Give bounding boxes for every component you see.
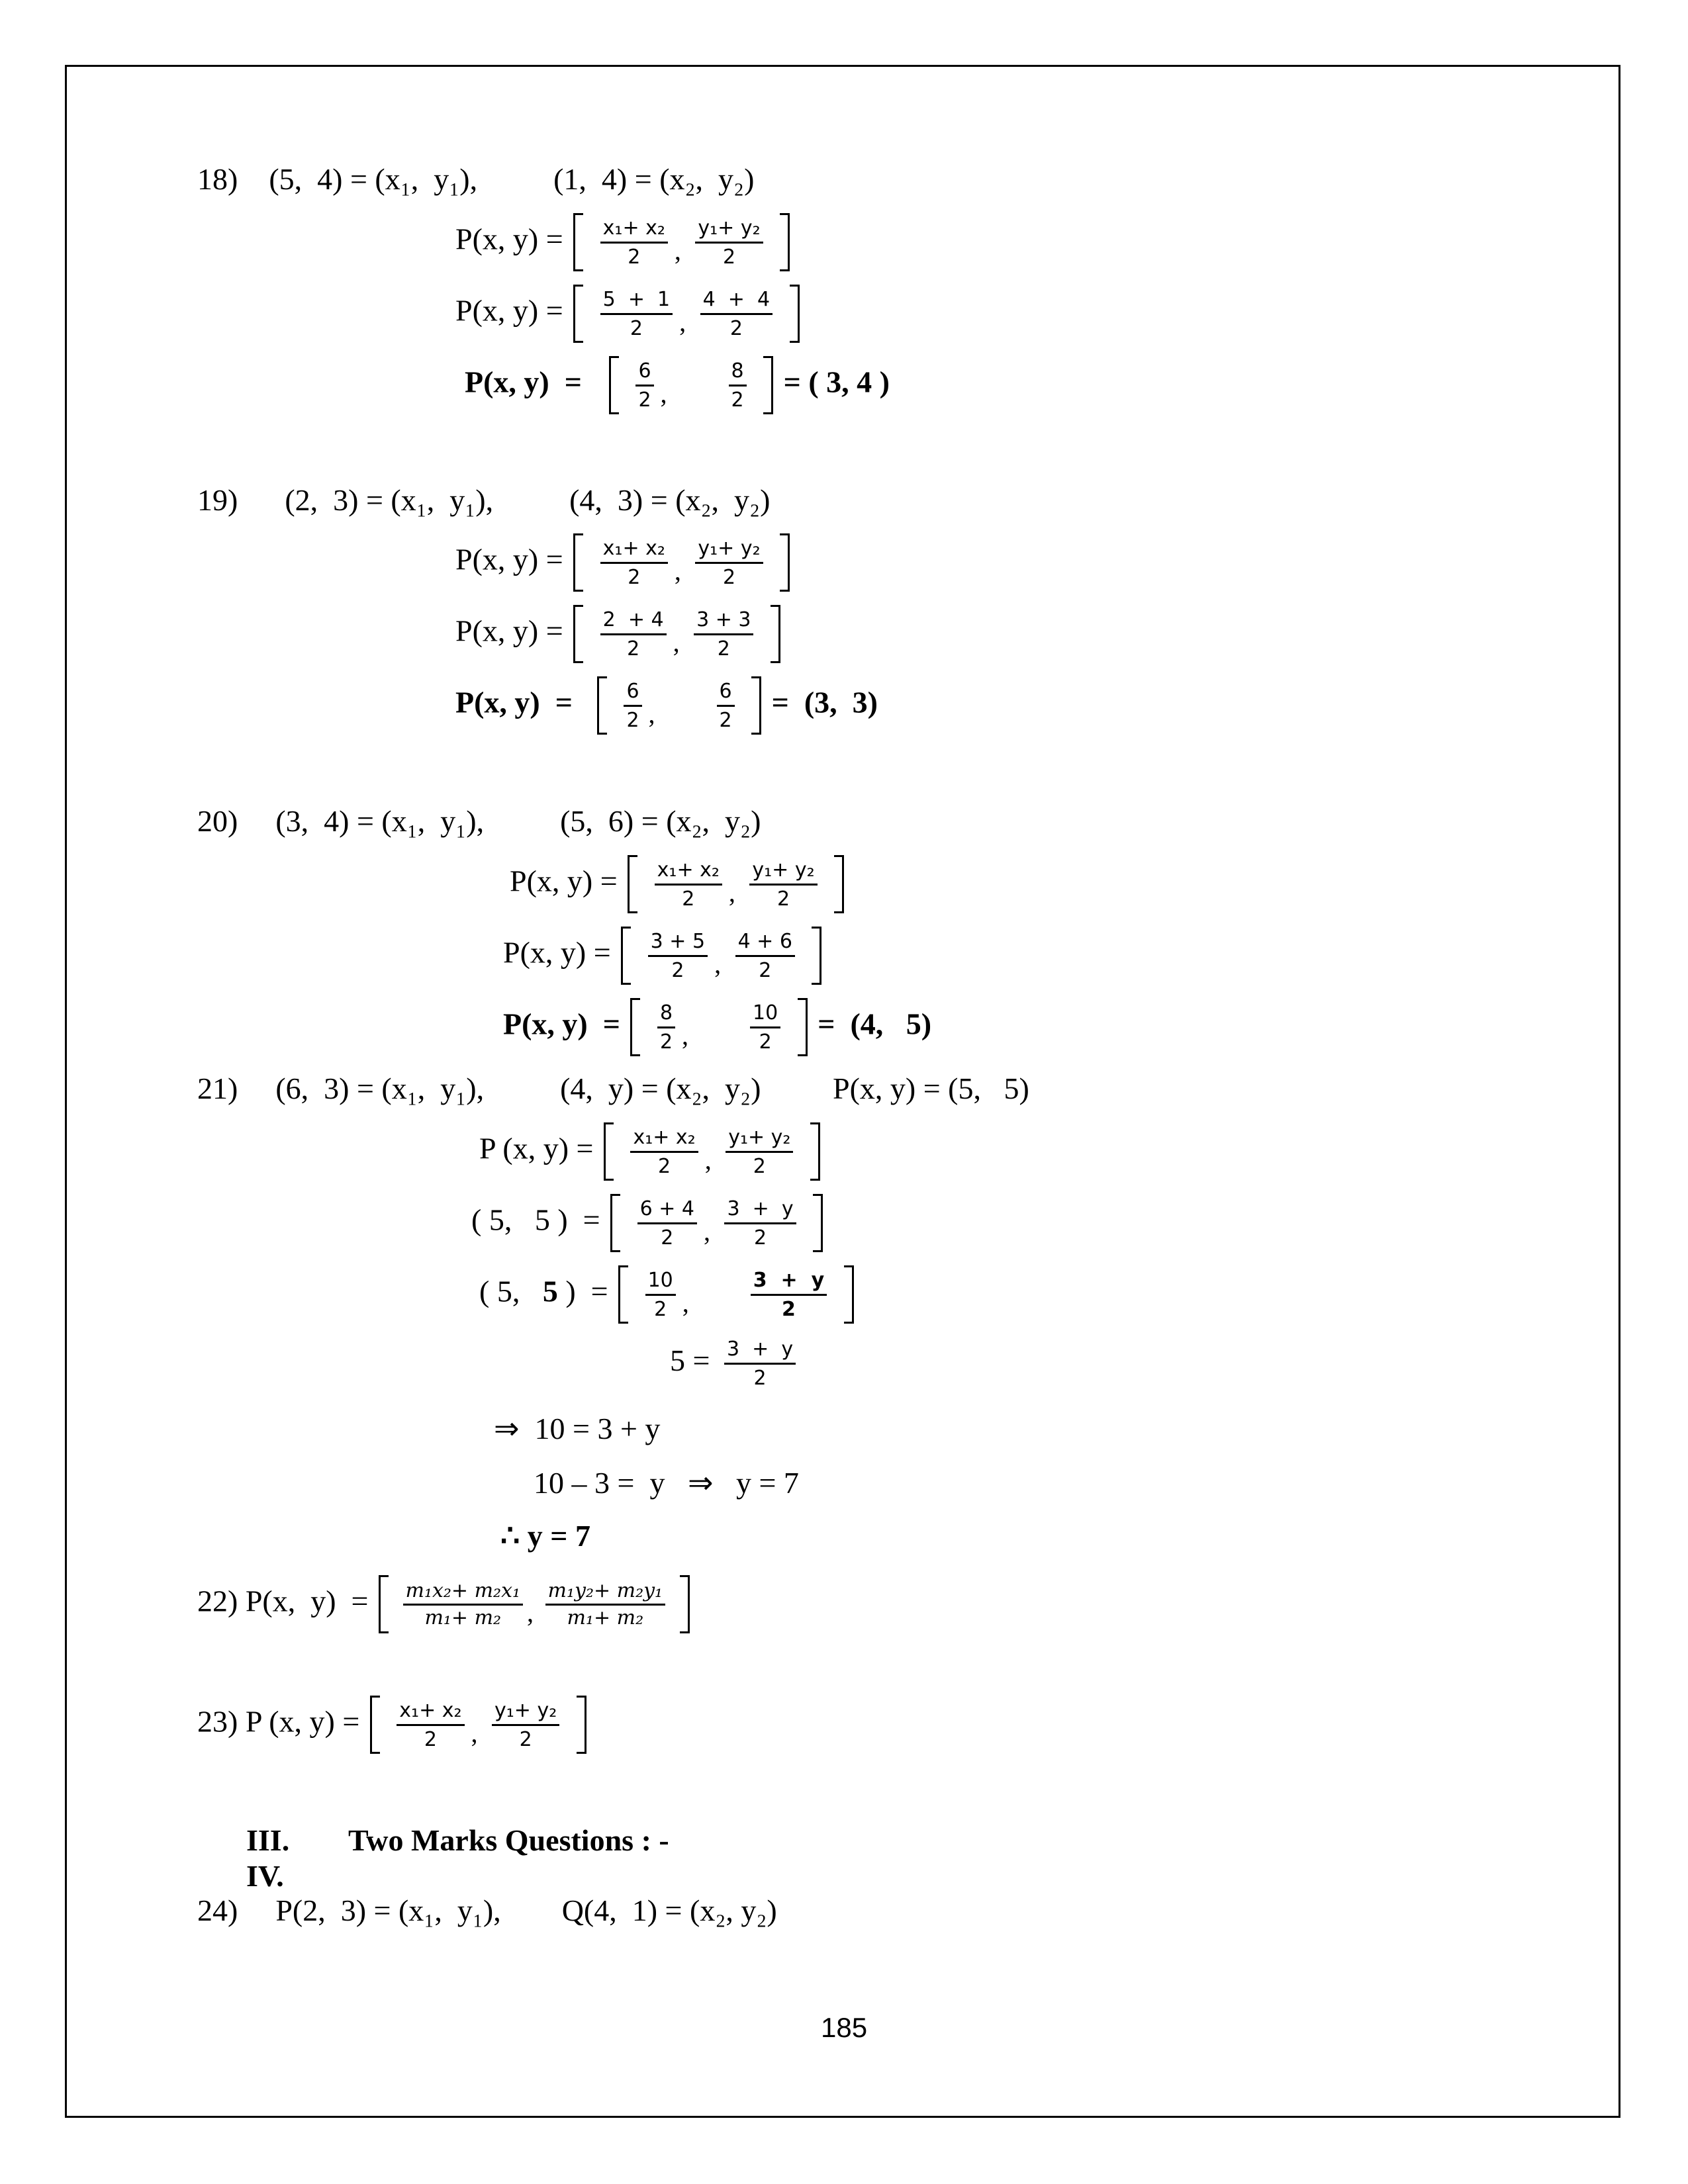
given-points: (5, 4) = (x₁, y₁), (1, 4) = (x₂, y₂): [269, 162, 755, 196]
question-number: 20): [197, 804, 238, 838]
fraction-y: $\frac{4 + 4}{2}$: [698, 289, 775, 340]
fraction-y: $\frac{\text{y₁+ y₂}}{2}$: [489, 1700, 562, 1751]
fraction-y: $\frac{3 + y}{2}$: [722, 1198, 798, 1249]
right-bracket: [577, 1696, 586, 1754]
result: = ( 3, 4 ): [783, 365, 890, 399]
left-bracket: [610, 1194, 620, 1252]
lhs: P(x, y) =: [455, 542, 563, 576]
section-roman-iii: III.: [246, 1823, 290, 1857]
q24-given-line: [197, 1895, 777, 1926]
lhs: P (x, y) =: [479, 1131, 594, 1165]
lhs: P(x, y) =: [245, 1584, 369, 1618]
question-number: 19): [197, 483, 238, 517]
fraction-x: $\frac{\text{x₁+ x₂}}{2}$: [652, 859, 725, 910]
fraction-y: $\frac{\text{y₁+ y₂}}{2}$: [723, 1126, 796, 1177]
q21-step1: ⇒ 10 = 3 + y: [494, 1412, 661, 1445]
result: = (4, 5): [818, 1007, 932, 1041]
lhs: P (x, y) =: [245, 1704, 360, 1739]
given-points: (3, 4) = (x₁, y₁), (5, 6) = (x₂, y₂): [275, 804, 761, 838]
right-bracket: [844, 1265, 854, 1324]
q18-given-line: [197, 164, 754, 195]
right-bracket: [771, 605, 780, 663]
right-bracket: [812, 927, 821, 985]
fraction-x: $\frac{\text{x₁+ x₂}}{2}$: [598, 537, 671, 588]
lhs: P(x, y) =: [465, 365, 582, 399]
fraction-x: $\frac{6}{2}$: [621, 680, 644, 731]
left-bracket: [573, 605, 583, 663]
section-title: Two Marks Questions : -: [348, 1823, 669, 1857]
q21-given-line: [197, 1073, 761, 1104]
lhs: P(x, y) =: [455, 293, 563, 328]
q19-given-line: [197, 485, 770, 516]
fraction-y: $\frac{\text{y₁+ y₂}}{2}$: [692, 217, 765, 268]
left-bracket: [628, 855, 637, 913]
right-bracket: [810, 1122, 820, 1181]
q19-substitution-line: P(x, y) = $\frac{2 + 4}{2}$ , $\frac{3 + 3}{2}$: [455, 605, 783, 663]
q21-formula-line: P (x, y) = $\frac{\text{x₁+ x₂}}{2}$ , $\frac{\text{y₁+ y₂}}{2}$: [479, 1122, 823, 1181]
question-number: 23): [197, 1704, 238, 1739]
right-bracket: [751, 676, 761, 735]
q19-result-line: P(x, y) = $\frac{6}{2}$ , $\frac{6}{2}$ = (3, 3): [455, 676, 878, 735]
result: = (3, 3): [771, 685, 878, 719]
left-bracket: [604, 1122, 614, 1181]
left-bracket: [573, 213, 583, 271]
right-bracket: [680, 1575, 690, 1633]
right-bracket: [780, 533, 790, 592]
left-bracket: [573, 533, 583, 592]
lhs: P(x, y) =: [455, 685, 573, 719]
lhs: 5 =: [670, 1343, 710, 1378]
fraction-x: $\frac{2 + 4}{2}$: [598, 609, 669, 660]
left-bracket: [597, 676, 607, 735]
question-number: 22): [197, 1584, 238, 1618]
q19-formula-line: P(x, y) = $\frac{\text{x₁+ x₂}}{2}$ , $\frac{\text{y₁+ y₂}}{2}$: [455, 533, 792, 592]
q18-formula-line: P(x, y) = $\frac{\text{x₁+ x₂}}{2}$ , $\frac{\text{y₁+ y₂}}{2}$: [455, 213, 792, 271]
fraction-x: $\frac{\text{x₁+ x₂}}{2}$: [628, 1126, 700, 1177]
section-roman-iv: IV.: [246, 1859, 284, 1893]
question-number: 18): [197, 162, 238, 196]
lhs: P(x, y) =: [503, 1007, 620, 1041]
q20-substitution-line: P(x, y) = $\frac{3 + 5}{2}$ , $\frac{4 + 6}{2}$: [503, 927, 824, 985]
right-bracket: [834, 855, 844, 913]
right-bracket: [790, 285, 800, 343]
lhs: P(x, y) =: [503, 935, 611, 970]
q21-given-midpoint: P(x, y) = (5, 5): [833, 1071, 1029, 1105]
fraction-x: $\frac{6 + 4}{2}$: [635, 1198, 700, 1249]
fraction-y: $\frac{\text{m₁y₂+ m₂y₁}}{\text{m₁+ m₂}}$: [545, 1581, 666, 1628]
q21-equation-line: [670, 1338, 802, 1389]
left-bracket: [370, 1696, 380, 1754]
q21-simplify-line: ( 5, 5 ) = $\frac{10}{2}$ , $\frac{3 + y}{2}$: [479, 1265, 857, 1324]
fraction-y: $\frac{3 + 3}{2}$: [691, 609, 756, 660]
left-bracket: [609, 356, 619, 414]
fraction-x: $\frac{3 + 5}{2}$: [645, 931, 710, 981]
given-points: (2, 3) = (x₁, y₁), (4, 3) = (x₂, y₂): [285, 483, 771, 517]
fraction-x: $\frac{10}{2}$: [643, 1269, 679, 1320]
fraction-x: $\frac{\text{x₁+ x₂}}{2}$: [598, 217, 671, 268]
left-bracket: [379, 1575, 389, 1633]
q21-step2: 10 – 3 = y ⇒ y = 7: [534, 1466, 799, 1500]
fraction-x: $\frac{8}{2}$: [655, 1002, 678, 1053]
q18-substitution-line: P(x, y) = $\frac{5 + 1}{2}$ , $\frac{4 + 4}{2}$: [455, 285, 802, 343]
lhs: ( 5, 5 ) =: [471, 1203, 600, 1237]
fraction-x: $\frac{\text{x₁+ x₂}}{2}$: [394, 1700, 467, 1751]
q20-given-line: [197, 806, 761, 837]
fraction-x: $\frac{5 + 1}{2}$: [598, 289, 675, 340]
left-bracket: [621, 927, 631, 985]
fraction-x: $\frac{6}{2}$: [633, 360, 656, 411]
fraction-y: $\frac{\text{y₁+ y₂}}{2}$: [747, 859, 820, 910]
q20-result-line: P(x, y) = $\frac{8}{2}$ , $\frac{10}{2}$ = (4, 5): [503, 998, 931, 1056]
lhs: P(x, y) =: [455, 614, 563, 648]
given-points: (6, 3) = (x₁, y₁), (4, y) = (x₂, y₂): [275, 1071, 761, 1105]
left-bracket: [630, 998, 640, 1056]
fraction-y: $\frac{10}{2}$: [747, 1002, 783, 1053]
fraction-y: $\frac{4 + 6}{2}$: [733, 931, 798, 981]
right-bracket: [813, 1194, 823, 1252]
question-number: 21): [197, 1071, 238, 1105]
right-bracket: [763, 356, 773, 414]
fraction-y: $\frac{8}{2}$: [726, 360, 749, 411]
fraction-y: $\frac{3 + y}{2}$: [748, 1269, 829, 1320]
fraction-y: $\frac{\text{y₁+ y₂}}{2}$: [692, 537, 765, 588]
q21-conclusion: ∴ y = 7: [500, 1519, 590, 1553]
right-bracket: [780, 213, 790, 271]
q23-formula-line: 23) P (x, y) = $\frac{\text{x₁+ x₂}}{2}$ , $\frac{\text{y₁+ y₂}}{2}$: [197, 1696, 589, 1754]
lhs: P(x, y) =: [455, 222, 563, 256]
q22-formula-line: 22) P(x, y) = $\frac{\text{m₁x₂+ m₂x₁}}{\text{m₁+ m₂}}$ , $\frac{\text{m₁y₂+ m₂y₁}}{\text{m₁+ m₂}}$: [197, 1575, 692, 1633]
q18-result-line: P(x, y) = $\frac{6}{2}$ , $\frac{8}{2}$ = ( 3, 4 ): [465, 356, 890, 414]
left-bracket: [618, 1265, 628, 1324]
fraction-y: $\frac{6}{2}$: [714, 680, 737, 731]
left-bracket: [573, 285, 583, 343]
fraction-x: $\frac{\text{m₁x₂+ m₂x₁}}{\text{m₁+ m₂}}$: [403, 1581, 524, 1628]
given-points: P(2, 3) = (x₁, y₁), Q(4, 1) = (x₂, y₂): [275, 1893, 777, 1927]
question-number: 24): [197, 1893, 238, 1927]
q21-substitution-line: ( 5, 5 ) = $\frac{6 + 4}{2}$ , $\frac{3 + y}{2}$: [471, 1194, 825, 1252]
lhs: P(x, y) =: [510, 864, 618, 898]
q20-formula-line: P(x, y) = $\frac{\text{x₁+ x₂}}{2}$ , $\frac{\text{y₁+ y₂}}{2}$: [510, 855, 847, 913]
page-number: 185: [821, 2012, 868, 2043]
right-bracket: [798, 998, 808, 1056]
fraction: $\frac{3 + y}{2}$: [722, 1338, 798, 1389]
